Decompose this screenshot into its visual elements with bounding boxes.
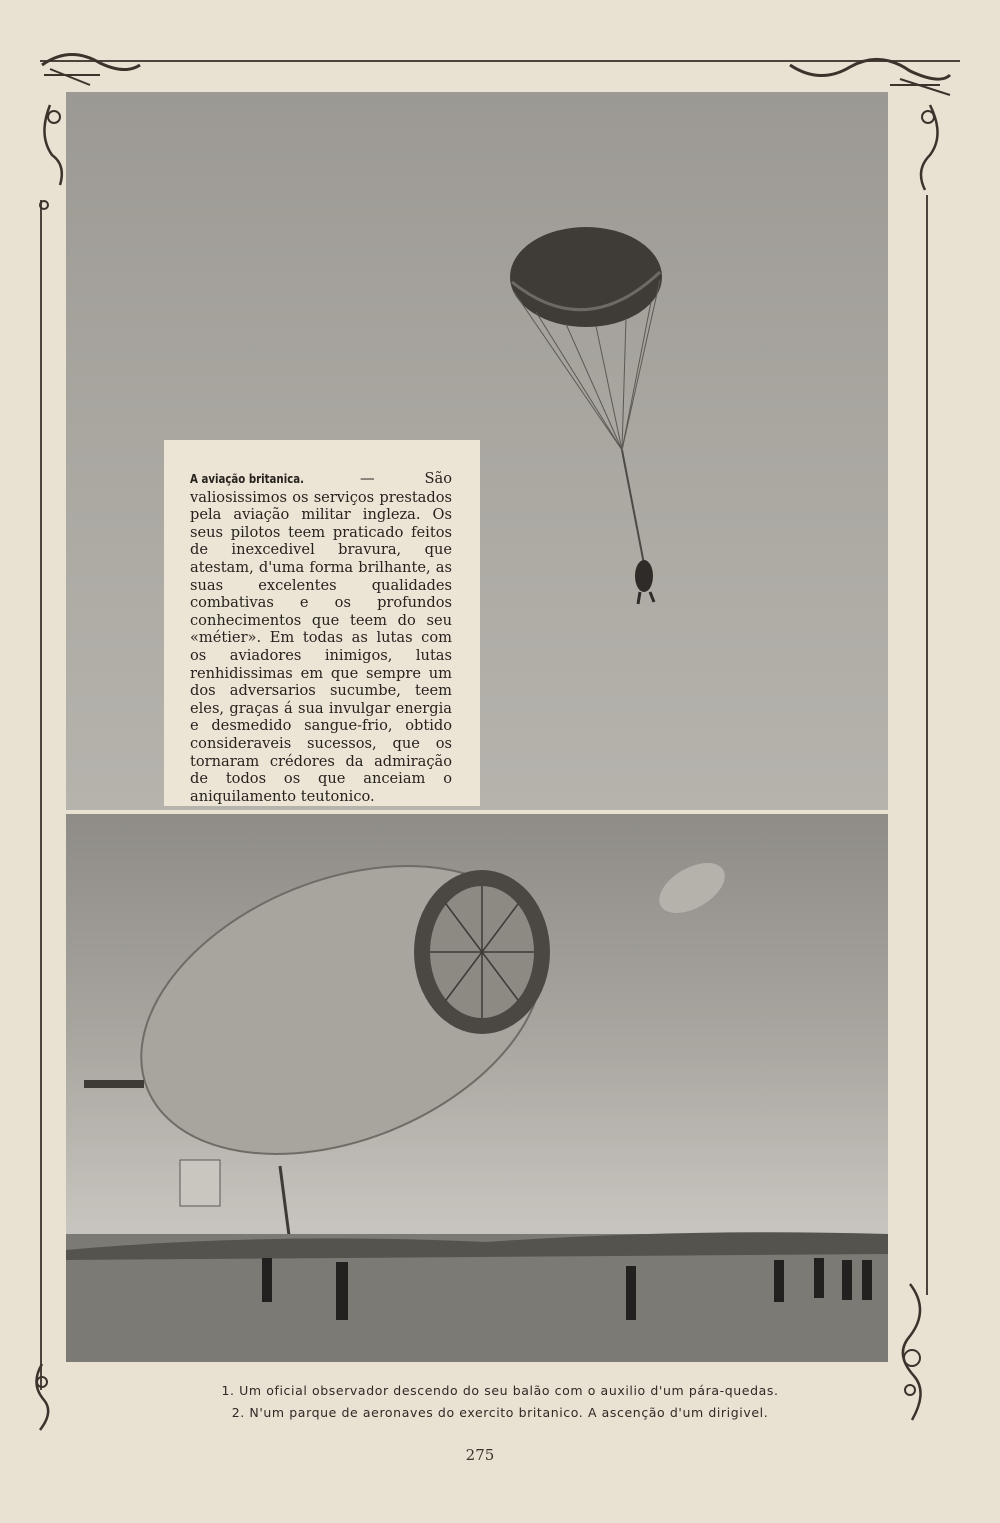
- page-number: 275: [465, 1446, 495, 1464]
- article-body: — São valiosissimos os serviços prestados pela aviação militar ingleza. Os seus pilotos teem praticado feitos de inexcedivel bravura, que atestam, d'uma forma brilhante, as suas excelentes qualidades combativas e os profundos conhecimentos que teem do seu «métier». Em todas as lutas com os aviadores inimigos, lutas renhidissimas em que sempre um dos adversarios sucumbe, teem eles, graças á sua invulgar energia e desmedido sangue-frio, obtido consideraveis sucessos, que os tornaram crédores da admiração de todos os que anceiam o aniquilamento teutonico.: [190, 470, 452, 805]
- caption-1: 1. Um oficial observador descendo do seu balão com o auxilio d'um pára-quedas.: [221, 1383, 779, 1398]
- article-title: A aviação britanica.: [190, 472, 304, 486]
- article-text: [190, 470, 452, 805]
- frame-right-rule: [926, 195, 928, 1295]
- photo-airship-ascent: [66, 814, 888, 1362]
- caption-2: 2. N'um parque de aeronaves do exercito britanico. A ascenção d'um dirigivel.: [231, 1405, 769, 1420]
- frame-left-rule: [40, 200, 42, 1390]
- ornament-bottom-right-icon: [880, 1280, 940, 1430]
- ornament-bottom-left-icon: [28, 1360, 68, 1440]
- article-inset: [164, 440, 480, 806]
- figure-captions: [150, 1380, 850, 1424]
